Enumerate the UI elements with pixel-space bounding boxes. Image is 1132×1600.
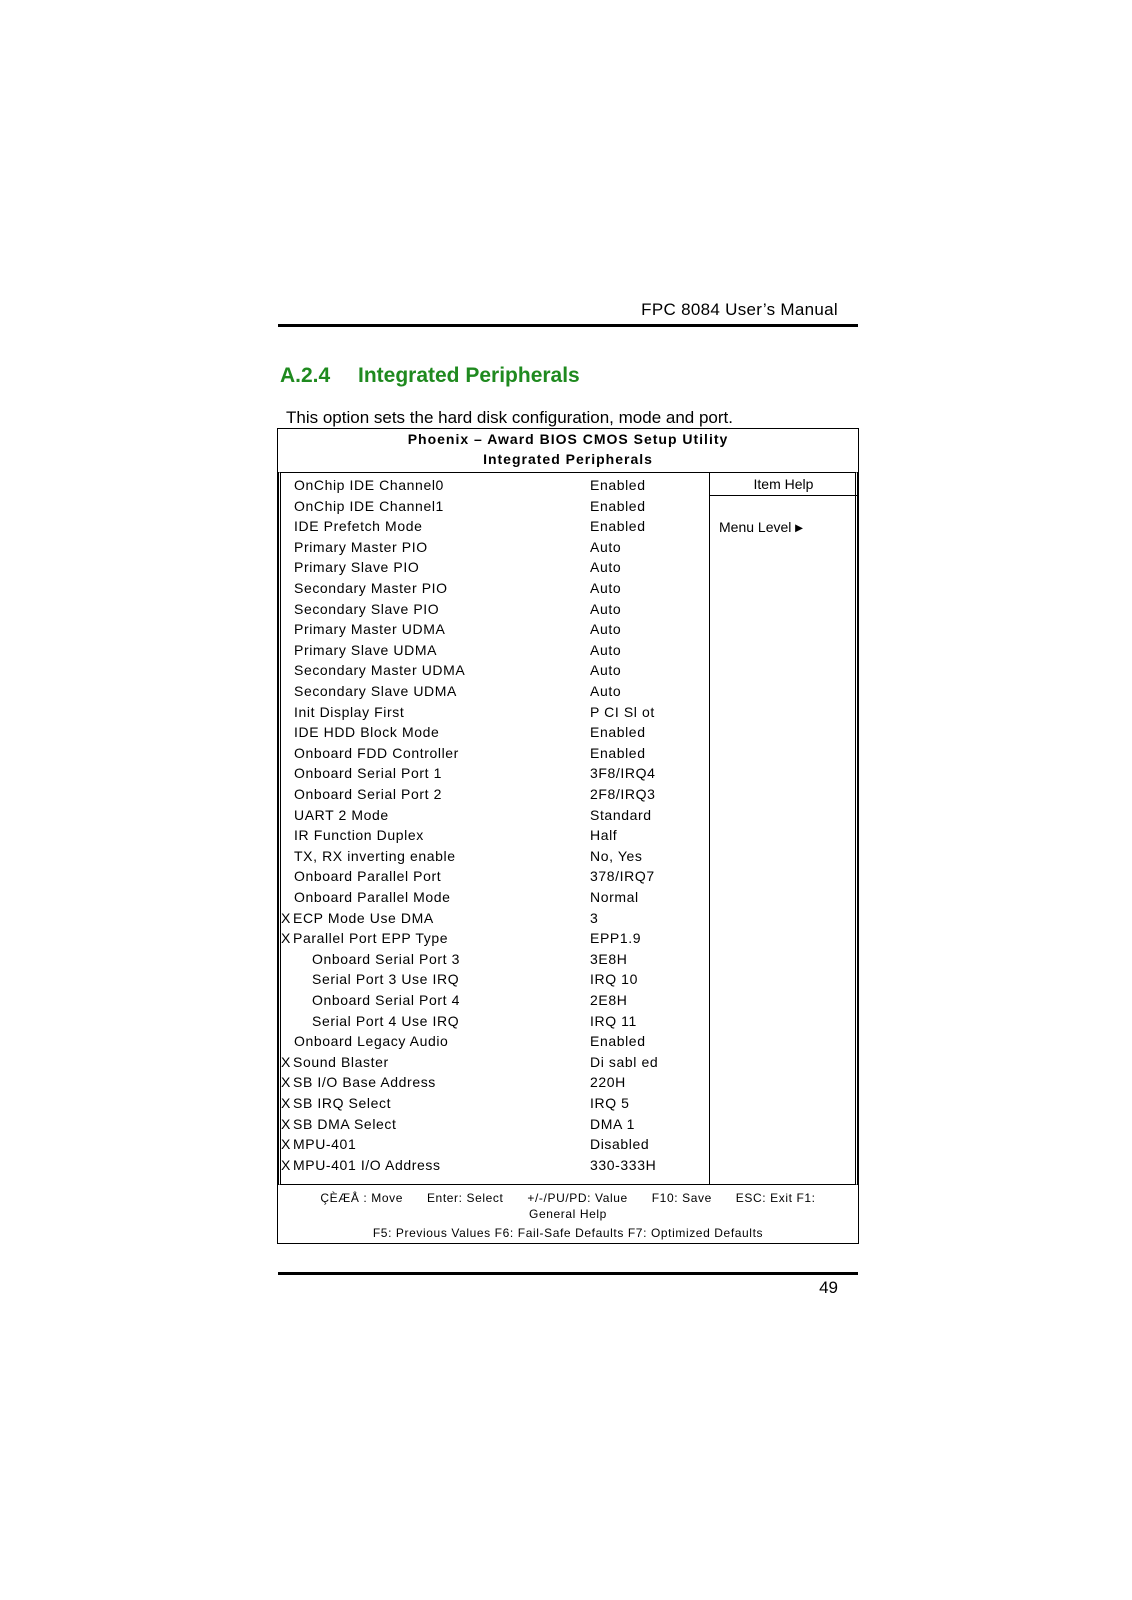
setting-row[interactable] bbox=[281, 765, 701, 785]
bottom-rule bbox=[278, 1272, 858, 1275]
setting-label: Secondary Slave UDMA bbox=[294, 683, 457, 699]
setting-row[interactable] bbox=[281, 848, 701, 868]
bios-subtitle: Integrated Peripherals bbox=[483, 451, 653, 467]
setting-label: UART 2 Mode bbox=[294, 806, 389, 823]
setting-label: IR Function Duplex bbox=[294, 827, 424, 844]
setting-row[interactable] bbox=[281, 868, 701, 888]
setting-label: Onboard Serial Port 3 bbox=[312, 950, 461, 967]
setting-row[interactable] bbox=[281, 786, 701, 806]
setting-row[interactable] bbox=[281, 662, 701, 682]
footer-defaults: F5: Previous Values F6: Fail-Safe Defaults F7: Optimized Defaults bbox=[372, 1226, 764, 1240]
menu-level-icon: ▸ bbox=[795, 519, 803, 535]
setting-label: Init Display First bbox=[294, 703, 405, 720]
setting-disabled-mark: X bbox=[281, 930, 291, 947]
bios-title: Phoenix – Award BIOS CMOS Setup Utility bbox=[407, 431, 729, 447]
setting-value[interactable]: Normal bbox=[590, 889, 639, 905]
setting-label: OnChip IDE Channel0 bbox=[294, 477, 444, 493]
setting-label: Onboard Serial Port 2 bbox=[294, 786, 443, 802]
setting-label: Onboard Parallel Port bbox=[294, 868, 442, 885]
setting-label: Primary Master UDMA bbox=[294, 621, 446, 638]
setting-row[interactable] bbox=[281, 601, 701, 621]
section-title: Integrated Peripherals bbox=[358, 364, 580, 387]
setting-value[interactable]: Auto bbox=[590, 662, 622, 679]
setting-value[interactable]: Auto bbox=[590, 559, 622, 576]
setting-row[interactable] bbox=[281, 971, 701, 991]
setting-label: OnChip IDE Channel1 bbox=[294, 497, 444, 514]
setting-row[interactable] bbox=[281, 910, 701, 930]
setting-value[interactable]: Disabled bbox=[590, 1136, 650, 1153]
setting-row[interactable] bbox=[281, 580, 701, 600]
setting-label: Sound Blaster bbox=[293, 1053, 389, 1070]
setting-row[interactable] bbox=[281, 683, 701, 703]
setting-label: Primary Slave UDMA bbox=[294, 641, 438, 658]
manual-title: FPC 8084 User’s Manual bbox=[641, 300, 838, 319]
setting-value[interactable]: Auto bbox=[590, 621, 622, 638]
setting-label: Serial Port 3 Use IRQ bbox=[312, 971, 460, 988]
key-enter: Enter: Select bbox=[426, 1191, 504, 1205]
setting-value[interactable]: No, Yes bbox=[590, 847, 643, 864]
setting-value[interactable]: Enabled bbox=[590, 477, 646, 493]
setting-label: Onboard FDD Controller bbox=[294, 744, 459, 761]
setting-value[interactable]: Auto bbox=[590, 538, 622, 555]
setting-label: Onboard Serial Port 4 bbox=[312, 992, 461, 1008]
setting-row[interactable] bbox=[281, 807, 701, 827]
top-rule bbox=[278, 324, 858, 327]
setting-row[interactable] bbox=[281, 1095, 701, 1115]
setting-row[interactable] bbox=[281, 992, 701, 1012]
setting-label: Primary Master PIO bbox=[294, 538, 428, 555]
setting-value[interactable]: Half bbox=[590, 827, 618, 844]
setting-disabled-mark: X bbox=[281, 1095, 291, 1111]
setting-value[interactable]: Enabled bbox=[590, 497, 646, 514]
setting-value[interactable]: IRQ 5 bbox=[590, 1095, 630, 1111]
setting-disabled-mark: X bbox=[281, 1074, 291, 1091]
setting-value[interactable]: IRQ 11 bbox=[590, 1012, 637, 1029]
setting-row[interactable] bbox=[281, 1054, 701, 1074]
menu-level-label: Menu Level bbox=[719, 519, 792, 535]
setting-value[interactable]: 3 bbox=[590, 909, 599, 926]
setting-value[interactable]: Auto bbox=[590, 580, 622, 596]
setting-value[interactable]: 3E8H bbox=[590, 950, 628, 967]
setting-value[interactable]: Auto bbox=[590, 600, 622, 617]
setting-row[interactable] bbox=[281, 1157, 701, 1177]
setting-row[interactable] bbox=[281, 621, 701, 641]
setting-row[interactable] bbox=[281, 1074, 701, 1094]
setting-value[interactable]: 2F8/IRQ3 bbox=[590, 786, 656, 802]
setting-row[interactable] bbox=[281, 1136, 701, 1156]
setting-value[interactable]: Auto bbox=[590, 641, 622, 658]
setting-row[interactable] bbox=[281, 642, 701, 662]
setting-disabled-mark: X bbox=[281, 1115, 291, 1132]
setting-label: Onboard Parallel Mode bbox=[294, 889, 451, 905]
key-value: +/-/PU/PD: Value bbox=[527, 1191, 628, 1205]
setting-label: Primary Slave PIO bbox=[294, 559, 420, 576]
setting-label: MPU-401 I/O Address bbox=[293, 1156, 441, 1173]
setting-row[interactable] bbox=[281, 724, 701, 744]
setting-value[interactable]: DMA 1 bbox=[590, 1115, 636, 1132]
setting-value[interactable]: P CI Sl ot bbox=[590, 703, 655, 720]
setting-value[interactable]: Enabled bbox=[590, 724, 646, 741]
setting-value[interactable]: Auto bbox=[590, 683, 622, 699]
setting-label: SB I/O Base Address bbox=[293, 1074, 436, 1091]
setting-row[interactable] bbox=[281, 1116, 701, 1136]
key-move: ÇÈÆÅ : Move bbox=[320, 1191, 403, 1205]
setting-label: SB IRQ Select bbox=[293, 1095, 392, 1111]
setting-label: SB DMA Select bbox=[293, 1115, 397, 1132]
setting-value[interactable]: Enabled bbox=[590, 518, 646, 535]
setting-row[interactable] bbox=[281, 518, 701, 538]
setting-label: Onboard Serial Port 1 bbox=[294, 765, 443, 782]
setting-label: Parallel Port EPP Type bbox=[293, 930, 449, 947]
section-number: A.2.4 bbox=[280, 364, 331, 387]
setting-value[interactable]: 378/IRQ7 bbox=[590, 868, 655, 885]
setting-row[interactable] bbox=[281, 930, 701, 950]
key-save: F10: Save bbox=[651, 1191, 712, 1205]
setting-label: Secondary Slave PIO bbox=[294, 600, 440, 617]
page-number: 49 bbox=[819, 1278, 838, 1297]
setting-label: IDE Prefetch Mode bbox=[294, 518, 423, 535]
setting-row[interactable] bbox=[281, 889, 701, 909]
setting-row[interactable] bbox=[281, 827, 701, 847]
setting-label: ECP Mode Use DMA bbox=[293, 909, 434, 926]
setting-value[interactable]: 3F8/IRQ4 bbox=[590, 765, 656, 782]
setting-value[interactable]: Standard bbox=[590, 806, 652, 823]
setting-row[interactable] bbox=[281, 539, 701, 559]
intro-text: This option sets the hard disk configuration, mode and port. bbox=[286, 408, 733, 427]
setting-label: Serial Port 4 Use IRQ bbox=[312, 1012, 460, 1029]
section-heading bbox=[280, 364, 580, 388]
setting-row[interactable] bbox=[281, 951, 701, 971]
setting-row[interactable] bbox=[281, 704, 701, 724]
setting-value[interactable]: Di sabl ed bbox=[590, 1053, 659, 1070]
menu-level bbox=[719, 519, 802, 536]
setting-value[interactable]: Enabled bbox=[590, 744, 646, 761]
setting-value[interactable]: EPP1.9 bbox=[590, 930, 642, 947]
setting-label: TX, RX inverting enable bbox=[294, 847, 456, 864]
setting-label: IDE HDD Block Mode bbox=[294, 724, 440, 741]
setting-label: MPU-401 bbox=[293, 1136, 357, 1153]
setting-label: Onboard Legacy Audio bbox=[294, 1033, 449, 1050]
settings-panel bbox=[278, 472, 858, 1185]
setting-value[interactable]: IRQ 10 bbox=[590, 971, 638, 988]
setting-row[interactable] bbox=[281, 559, 701, 579]
setting-value[interactable]: 2E8H bbox=[590, 992, 628, 1008]
footer-keys bbox=[278, 1191, 858, 1205]
item-help-header: Item Help bbox=[709, 473, 858, 496]
key-general-help: General Help bbox=[529, 1207, 607, 1221]
setting-row[interactable] bbox=[281, 498, 701, 518]
key-exit: ESC: Exit F1: bbox=[735, 1191, 816, 1205]
setting-value[interactable]: Enabled bbox=[590, 1033, 646, 1050]
setting-disabled-mark: X bbox=[281, 1053, 291, 1070]
setting-row[interactable] bbox=[281, 1033, 701, 1053]
setting-row[interactable] bbox=[281, 745, 701, 765]
setting-label: Secondary Master PIO bbox=[294, 580, 448, 596]
setting-disabled-mark: X bbox=[281, 909, 291, 926]
setting-value[interactable]: 330-333H bbox=[590, 1156, 657, 1173]
help-column-divider bbox=[709, 473, 710, 1184]
setting-value[interactable]: 220H bbox=[590, 1074, 626, 1091]
bios-setup-screen bbox=[277, 428, 859, 1244]
setting-disabled-mark: X bbox=[281, 1156, 291, 1173]
setting-label: Secondary Master UDMA bbox=[294, 662, 466, 679]
setting-row[interactable] bbox=[281, 1013, 701, 1033]
setting-row[interactable] bbox=[281, 477, 701, 497]
setting-disabled-mark: X bbox=[281, 1136, 291, 1153]
